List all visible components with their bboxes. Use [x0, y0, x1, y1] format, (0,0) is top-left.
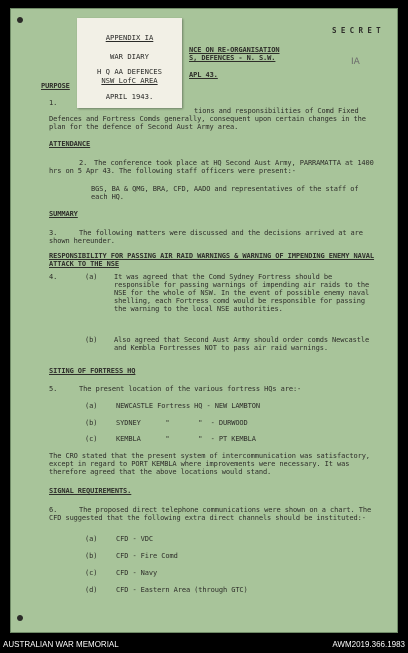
list-item-label: (b) — [85, 419, 98, 427]
para-2-number: 2. — [79, 159, 88, 167]
para-6-number: 6. — [49, 506, 58, 514]
para-4b-label: (b) — [85, 336, 98, 344]
list-item-text: CFD - Fire Comd — [116, 552, 178, 560]
punch-hole — [17, 615, 23, 621]
attendance-title: ATTENDANCE — [49, 140, 91, 148]
heading-line-2: S, DEFENCES - N. S.W. — [189, 54, 276, 62]
list-item-label: (a) — [85, 402, 98, 410]
para-1-number: 1. — [49, 99, 58, 107]
punch-hole — [17, 17, 23, 23]
siting-title: SITING OF FORTRESS HQ — [49, 367, 136, 375]
responsibility-title: RESPONSIBILITY FOR PASSING AIR RAID WARNINGS & WARNING OF IMPENDING ENEMY NAVAL ATTACK TO THE NSE — [49, 252, 375, 268]
footer-institution: AUSTRALIAN WAR MEMORIAL — [3, 640, 119, 649]
summary-title: SUMMARY — [49, 210, 78, 218]
footer-accession: AWM2019.366.1983 — [332, 640, 405, 649]
list-item-text: SYDNEY " " - DURWOOD — [116, 419, 248, 427]
signal-title: SIGNAL REQUIREMENTS. — [49, 487, 132, 495]
list-item-label: (d) — [85, 586, 98, 594]
list-item-text: CFD - Navy — [116, 569, 158, 577]
list-item-label: (c) — [85, 569, 98, 577]
para-4a-text: It was agreed that the Comd Sydney Fortress should be responsible for passing warnings of impending air raids to the NSE for the whole of NSW. In the event of possible enemy naval shelling, each Fortress comd would be responsible for passing the warning to the local NSE authorities. — [114, 273, 370, 313]
para-4a-label: (a) — [85, 273, 98, 281]
stamp-war-diary: WAR DIARY — [110, 52, 149, 61]
list-item-label: (c) — [85, 435, 98, 443]
para-6-text: The proposed direct telephone communications were shown on a chart. The CFD suggested that the following extra direct channels should be instituted:- — [49, 506, 372, 522]
para-3-text: The following matters were discussed and the decisions arrived at are shown hereunder. — [49, 229, 363, 245]
heading-line-3: APL 43. — [189, 71, 218, 79]
stamp-unit: H Q AA DEFENCES — [97, 67, 162, 76]
para-4b-text: Also agreed that Second Aust Army should order comds Newcastle and Kembla Fortresses NOT to pass air raid warnings. — [114, 336, 370, 352]
list-item-label: (b) — [85, 552, 98, 560]
para-4-number: 4. — [49, 273, 58, 281]
stamp-date: APRIL 1943. — [105, 92, 154, 101]
list-item-text: CFD - Eastern Area (through GTC) — [116, 586, 248, 594]
para-2-text: The conference took place at HQ Second Aust Army, PARRAMATTA at 1400 hrs on 5 Apr 43. The following staff officers were present:- — [49, 159, 374, 175]
heading-line-1: NCE ON RE-ORGANISATION — [189, 46, 280, 54]
para-3-number: 3. — [49, 229, 58, 237]
war-diary-stamp — [77, 18, 182, 108]
list-item-label: (a) — [85, 535, 98, 543]
list-item-text: CFD - VDC — [116, 535, 154, 543]
para-1-text: tions and responsibilities of Comd Fixed Defences and Fortress Comds generally, consequent upon certain changes in the plan for the defence of Second Aust Army area. — [49, 107, 366, 131]
list-item-text: KEMBLA " " - PT KEMBLA — [116, 435, 256, 443]
purpose-title: PURPOSE — [41, 82, 70, 90]
para-5-conclusion: The CRO stated that the present system of intercommunication was satisfactory, except in regard to PORT KEMBLA where improvements were necessary. It was therefore agreed that the above locations would stand. — [49, 452, 370, 476]
handwritten-mark: IA — [351, 57, 360, 67]
para-5-number: 5. — [49, 385, 58, 393]
list-item-text: NEWCASTLE Fortress HQ - NEW LAMBTON — [116, 402, 261, 410]
stamp-appendix: APPENDIX IA — [105, 33, 154, 42]
para-2-attendees: BGS, BA & QMG, BRA, CFD, AADO and representatives of the staff of each HQ. — [91, 185, 359, 201]
document-page — [11, 9, 397, 632]
stamp-area: NSW LofC AREA — [101, 76, 158, 85]
para-5-text: The present location of the various fortress HQs are:- — [79, 385, 302, 393]
security-mark: S E C R E T — [332, 26, 381, 35]
